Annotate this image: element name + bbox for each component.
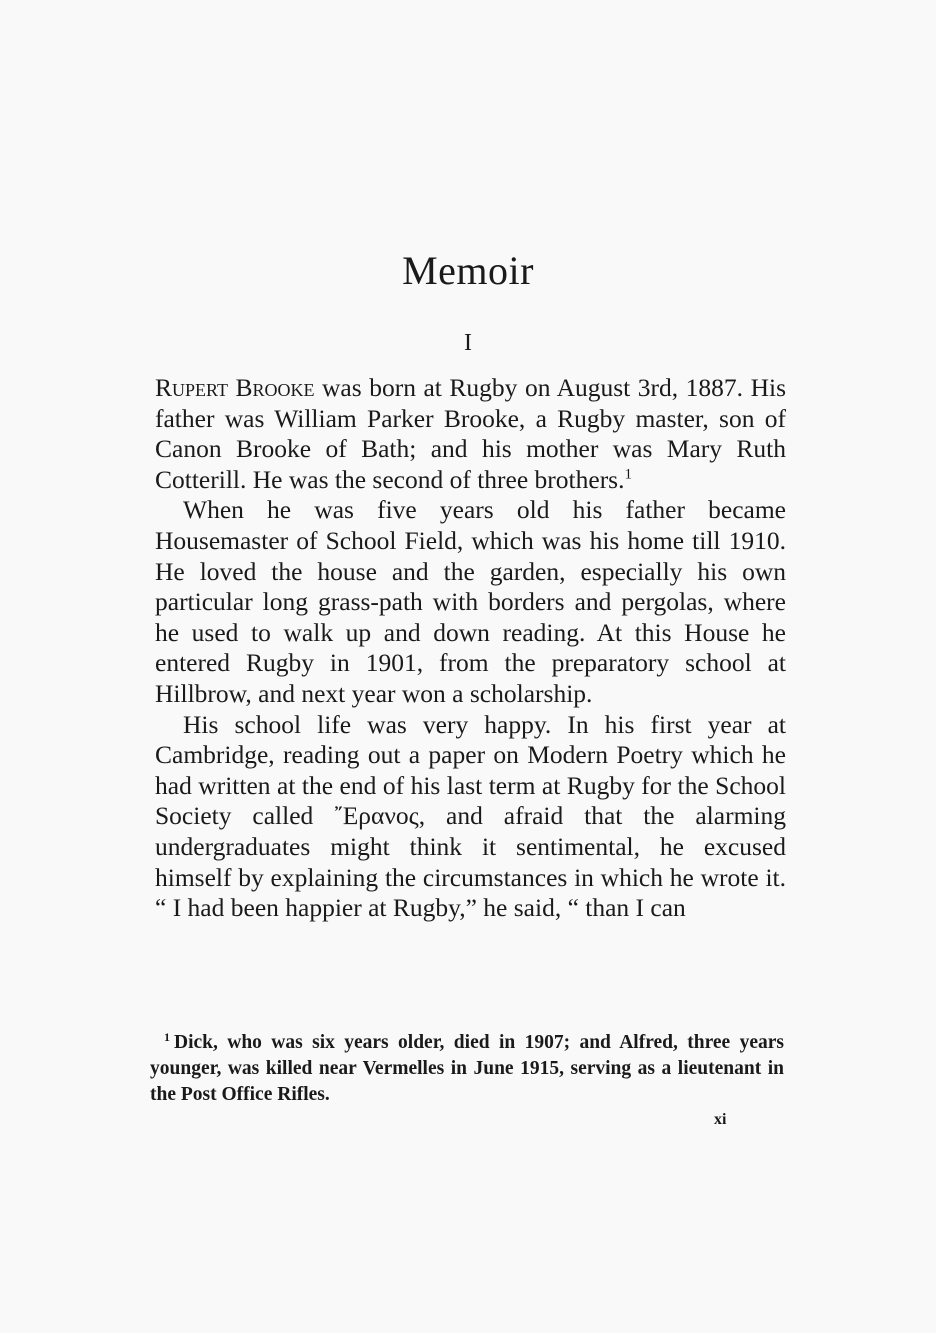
opening-name: Rupert Brooke (155, 373, 315, 402)
paragraph-2: When he was five years old his father became Housemaster of School Field, which was his home till 1910. He loved the house and the garden, especially his own particular long grass-path with borders and pergolas, where he used to walk up and down reading. At this House he entered Rugby in 1901, from the preparatory school at Hillbrow, and next year won a scholarship. (155, 495, 786, 708)
paragraph-1 (155, 373, 786, 495)
footnote-mark: 1 (164, 1029, 170, 1044)
paragraph-1-text: was born at Rugby on August 3rd, 1887. His father was William Parker Brooke, a Rugby master, son of Canon Brooke of Bath; and his mother was Mary Ruth Cotterill. He was the second of three brothers. (155, 373, 786, 494)
paragraph-3: His school life was very happy. In his first year at Cambridge, reading out a paper on Modern Poetry which he had written at the end of his last term at Rugby for the School Society called ῎Ερανος, and afraid that the alarming undergraduates might think it sentimental, he excused himself by explaining the circumstances in which he wrote it. “ I had been happier at Rugby,” he said, “ than I can (155, 709, 786, 923)
section-number: I (464, 330, 472, 356)
footnote (150, 1030, 784, 1108)
footnote-reference[interactable]: 1 (624, 466, 632, 483)
page-number: xi (714, 1111, 727, 1128)
footnote-text: Dick, who was six years older, died in 1907; and Alfred, three years younger, was killed near Vermelles in June 1915, serving as a lieutenant in the Post Office Rifles. (150, 1032, 784, 1105)
chapter-title: Memoir (402, 248, 534, 293)
body-text (155, 373, 786, 924)
